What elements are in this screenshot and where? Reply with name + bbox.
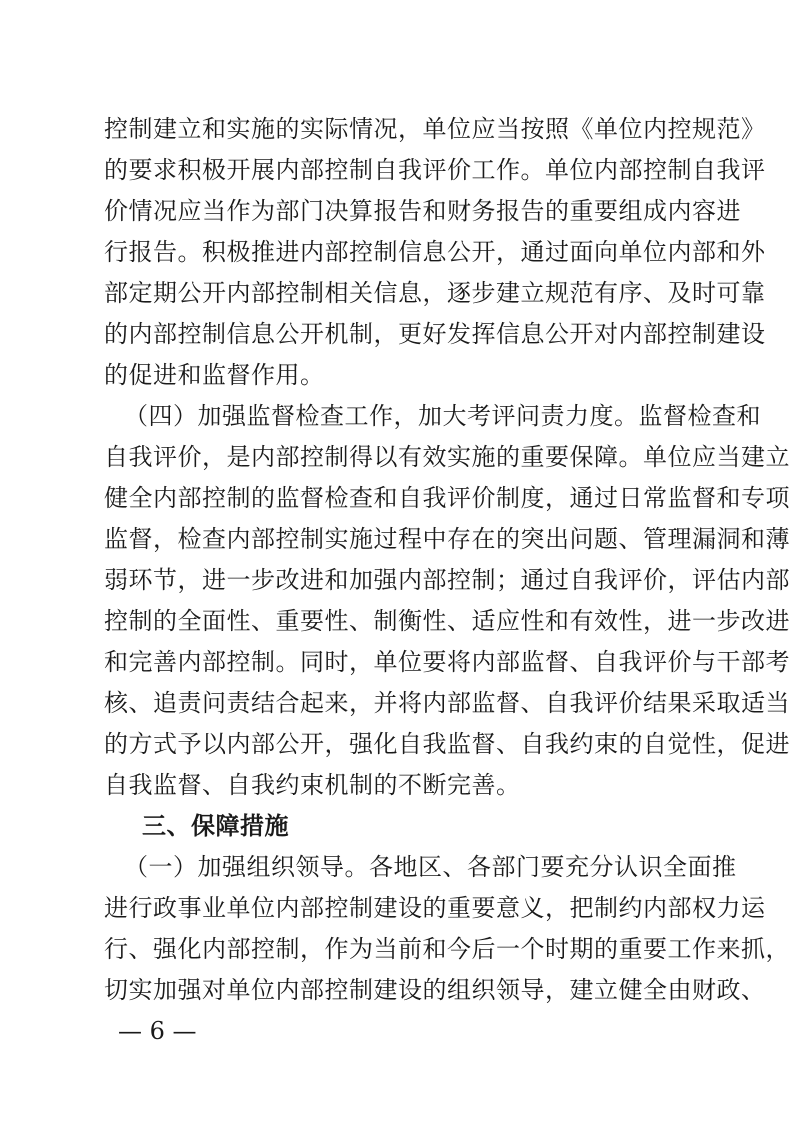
text-line: 自我监督、自我约束机制的不断完善。 — [104, 771, 521, 799]
text-line: 健全内部控制的监督检查和自我评价制度，通过日常监督和专项 — [104, 484, 790, 512]
paragraph-heading-line: （一）加强组织领导。各地区、各部门要充分认识全面推 — [124, 853, 737, 881]
text-line: 的方式予以内部公开，强化自我监督、自我约束的自觉性，促进 — [104, 730, 790, 758]
text-line: 自我评价，是内部控制得以有效实施的重要保障。单位应当建立 — [104, 443, 790, 471]
text-line: 价情况应当作为部门决算报告和财务报告的重要组成内容进 — [104, 197, 741, 225]
page-number: — 6 — — [118, 1017, 197, 1045]
paragraph-heading-line: （四）加强监督检查工作，加大考评问责力度。监督检查和 — [124, 402, 761, 430]
text-line: 弱环节，进一步改进和加强内部控制；通过自我评价，评估内部 — [104, 566, 790, 594]
text-line: 的促进和监督作用。 — [104, 361, 325, 389]
text-line: 行报告。积极推进内部控制信息公开，通过面向单位内部和外 — [104, 238, 766, 266]
text-line: 进行政事业单位内部控制建设的重要意义，把制约内部权力运 — [104, 894, 766, 922]
text-line: 和完善内部控制。同时，单位要将内部监督、自我评价与干部考 — [104, 648, 790, 676]
text-line: 核、追责问责结合起来，并将内部监督、自我评价结果采取适当 — [104, 689, 790, 717]
text-line: 的内部控制信息公开机制，更好发挥信息公开对内部控制建设 — [104, 320, 766, 348]
section-heading: 三、保障措施 — [142, 812, 289, 840]
text-line: 行、强化内部控制，作为当前和今后一个时期的重要工作来抓， — [104, 935, 790, 963]
text-line: 的要求积极开展内部控制自我评价工作。单位内部控制自我评 — [104, 156, 766, 184]
text-line: 监督，检查内部控制实施过程中存在的突出问题、管理漏洞和薄 — [104, 525, 790, 553]
text-line: 控制建立和实施的实际情况，单位应当按照《单位内控规范》 — [104, 115, 766, 143]
text-line: 控制的全面性、重要性、制衡性、适应性和有效性，进一步改进 — [104, 607, 790, 635]
text-line: 切实加强对单位内部控制建设的组织领导，建立健全由财政、 — [104, 976, 766, 1004]
text-line: 部定期公开内部控制相关信息，逐步建立规范有序、及时可靠 — [104, 279, 766, 307]
